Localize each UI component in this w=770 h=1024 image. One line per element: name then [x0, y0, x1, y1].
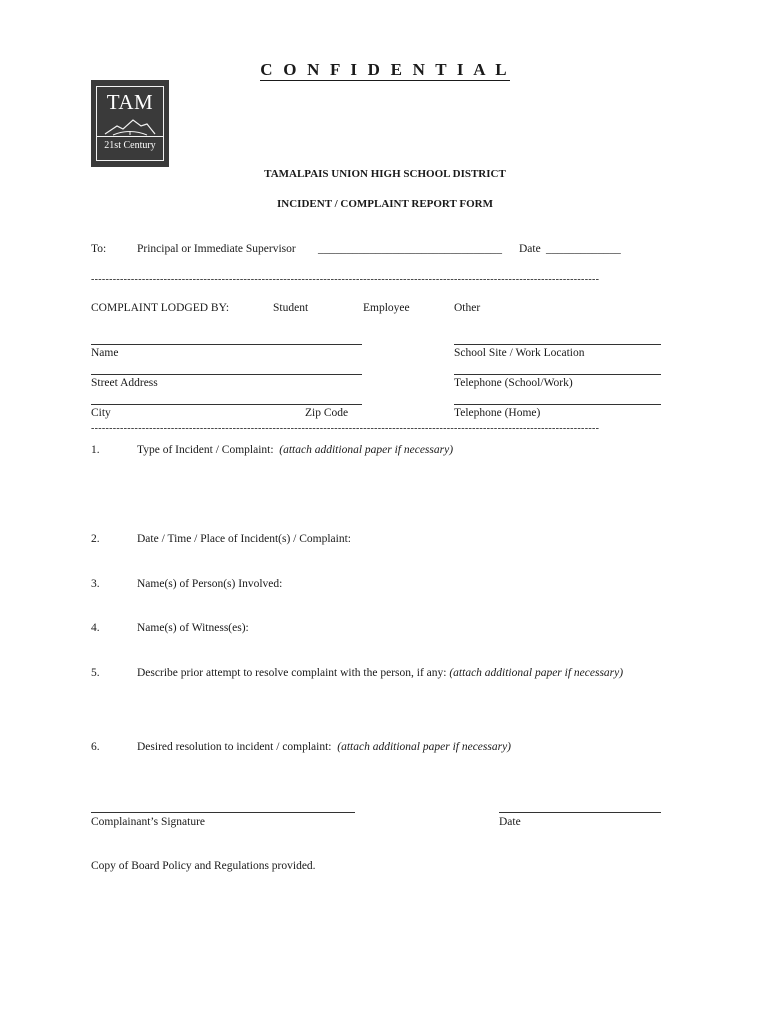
item-note: (attach additional paper if necessary): [449, 667, 624, 679]
form-title: INCIDENT / COMPLAINT REPORT FORM: [277, 198, 493, 210]
lodged-option-student[interactable]: Student: [273, 302, 309, 314]
item-label: Name(s) of Witness(es):: [137, 622, 249, 634]
telephone-work-label: Telephone (School/Work): [454, 377, 573, 389]
lodged-by-label: COMPLAINT LODGED BY:: [91, 302, 230, 314]
recipient-field[interactable]: ________________________________: [318, 243, 502, 255]
tam-logo: [91, 80, 169, 167]
item-label: Describe prior attempt to resolve complaint with the person, if any:: [137, 667, 447, 679]
to-date-field[interactable]: _____________: [546, 243, 621, 255]
signature-label: Complainant’s Signature: [91, 816, 206, 828]
item-number: 6.: [91, 741, 100, 753]
mountain-book-icon: [103, 116, 157, 136]
item-number: 2.: [91, 533, 100, 545]
zip-label: Zip Code: [305, 407, 349, 419]
name-field[interactable]: [91, 344, 362, 345]
lodged-option-employee[interactable]: Employee: [363, 302, 410, 314]
logo-main-text: TAM: [106, 90, 154, 114]
item-text: [137, 444, 453, 456]
logo-sub-text: 21st Century: [104, 140, 156, 151]
telephone-home-label: Telephone (Home): [454, 407, 541, 419]
street-label: Street Address: [91, 377, 158, 389]
item-text: [137, 667, 623, 679]
confidential-heading: [0, 60, 770, 80]
footer-note: Copy of Board Policy and Regulations provided.: [91, 860, 316, 872]
item-note: (attach additional paper if necessary): [337, 741, 512, 753]
item-number: 1.: [91, 444, 100, 456]
item-number: 5.: [91, 667, 100, 679]
logo-frame: [96, 86, 164, 161]
separator-line: --------------------------------------------------------------------------------------------------------------------------------------------: [91, 274, 600, 285]
item-number: 3.: [91, 578, 100, 590]
signature-field[interactable]: [91, 812, 355, 813]
school-site-label: School Site / Work Location: [454, 347, 585, 359]
school-site-field[interactable]: [454, 344, 661, 345]
item-label: Name(s) of Person(s) Involved:: [137, 578, 283, 590]
item-text: [137, 741, 511, 753]
city-label: City: [91, 407, 111, 419]
signature-date-label: Date: [499, 816, 521, 828]
telephone-work-field[interactable]: [454, 374, 661, 375]
item-label: Desired resolution to incident / complaint:: [137, 741, 332, 753]
name-label: Name: [91, 347, 119, 359]
city-zip-field[interactable]: [91, 404, 362, 405]
separator-line: --------------------------------------------------------------------------------------------------------------------------------------------: [91, 423, 600, 434]
lodged-option-other[interactable]: Other: [454, 302, 481, 314]
to-label: To:: [91, 243, 107, 255]
logo-divider: [97, 136, 163, 137]
telephone-home-field[interactable]: [454, 404, 661, 405]
street-field[interactable]: [91, 374, 362, 375]
confidential-text: C O N F I D E N T I A L: [260, 60, 510, 79]
signature-date-field[interactable]: [499, 812, 661, 813]
item-note: (attach additional paper if necessary): [279, 444, 454, 456]
item-number: 4.: [91, 622, 100, 634]
item-label: Date / Time / Place of Incident(s) / Complaint:: [137, 533, 351, 545]
item-label: Type of Incident / Complaint:: [137, 444, 274, 456]
to-date-label: Date: [519, 243, 541, 255]
recipient-label: Principal or Immediate Supervisor: [137, 243, 296, 255]
district-name: TAMALPAIS UNION HIGH SCHOOL DISTRICT: [264, 168, 506, 180]
